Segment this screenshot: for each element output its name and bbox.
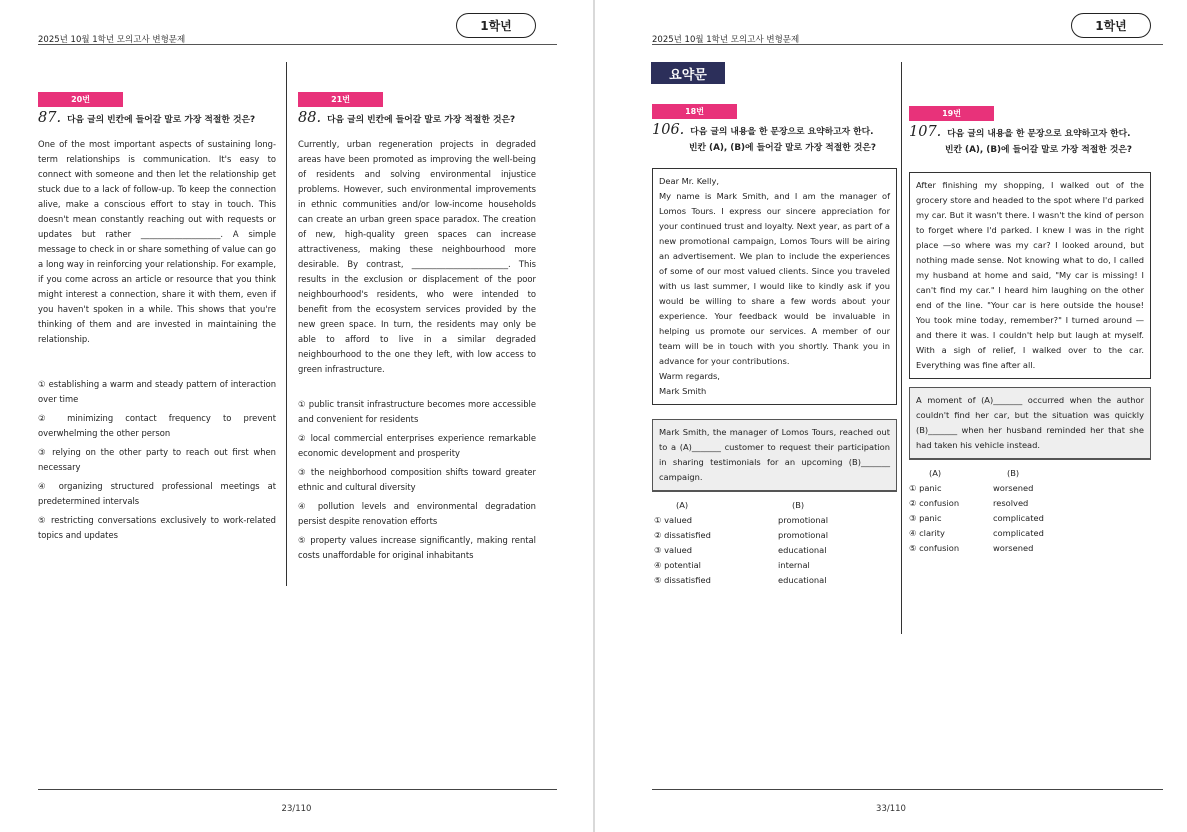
footer-rule xyxy=(38,789,557,790)
option-a[interactable]: ③ valued xyxy=(654,545,693,555)
answer-choice[interactable]: ④ pollution levels and environmental degradation persist despite renovation efforts xyxy=(298,501,536,526)
column-b-header: (B) xyxy=(1007,468,1020,478)
question-prompt: 다음 글의 내용을 한 문장으로 요약하고자 한다. xyxy=(690,127,874,137)
question-prompt-line2: 빈칸 (A), (B)에 들어갈 말로 가장 적절한 것은? xyxy=(689,143,876,153)
option-b[interactable]: educational xyxy=(778,545,827,555)
question-20 xyxy=(38,92,276,547)
left-page xyxy=(0,0,593,832)
section-label: 요약문 xyxy=(651,62,725,84)
question-prompt: 다음 글의 내용을 한 문장으로 요약하고자 한다. xyxy=(947,129,1131,139)
answer-choices xyxy=(38,377,276,543)
column-divider xyxy=(901,62,902,634)
question-18 xyxy=(652,104,897,588)
page-header: 2025년 10월 1학년 모의고사 변형문제 xyxy=(652,35,800,45)
question-badge: 19번 xyxy=(909,106,994,121)
column-a-header: (A) xyxy=(676,500,689,510)
question-number: 87. xyxy=(38,110,62,126)
column-divider xyxy=(286,62,287,586)
summary-box: Mark Smith, the manager of Lomos Tours, reached out to a (A)_______ customer to request their participation in sharing testimonials for an upcoming (B)_______ campaign. xyxy=(652,419,897,492)
question-heading xyxy=(38,110,276,128)
header-rule xyxy=(38,44,557,45)
option-a[interactable]: ⑤ confusion xyxy=(909,543,960,553)
question-prompt-line2: 빈칸 (A), (B)에 들어갈 말로 가장 적절한 것은? xyxy=(945,145,1132,155)
column-b-header: (B) xyxy=(792,500,805,510)
question-passage: Currently, urban regeneration projects in degraded areas have been promoted as improving the well-being of residents and solving environmental injustice problems. However, such environmental improvements in ethnic communities and/or low-income households can create an urban green space paradox. The creation of new, high-quality green spaces can increase attractiveness, making these neighbourhood more desirable. By contrast, _______________________. This results in the exclusion or displacement of the poor neighbourhood's residents, who were intended to benefit from the ecosystem services provided by the new green space. In turn, the residents may only be able to afford to live in a similar degraded neighbourhood to the one they left, with low access to green infrastructure. xyxy=(298,139,536,374)
question-number: 107. xyxy=(909,124,942,140)
page-header: 2025년 10월 1학년 모의고사 변형문제 xyxy=(38,35,186,45)
grade-badge: 1학년 xyxy=(1071,13,1151,38)
option-b[interactable]: complicated xyxy=(993,513,1044,523)
option-b[interactable]: educational xyxy=(778,575,827,585)
question-prompt: 다음 글의 빈칸에 들어갈 말로 가장 적절한 것은? xyxy=(67,115,256,125)
answer-choice[interactable]: ② minimizing contact frequency to prevent overwhelming the other person xyxy=(38,413,276,438)
question-heading xyxy=(298,110,536,128)
option-a[interactable]: ② dissatisfied xyxy=(654,530,711,540)
footer-rule xyxy=(652,789,1163,790)
answer-choice[interactable]: ① public transit infrastructure becomes more accessible and convenient for residents xyxy=(298,399,536,424)
option-a[interactable]: ② confusion xyxy=(909,498,960,508)
letter-greeting: Dear Mr. Kelly, xyxy=(659,176,719,186)
question-badge: 20번 xyxy=(38,92,123,107)
story-passage: After finishing my shopping, I walked out of the grocery store and headed to the spot where I'd parked my car. But it wasn't there. I wasn't the kind of person to forget where I'd parked. I knew I was in the right place —so where was my car? I looked around, but nothing made sense. Not knowing what to do, I called my husband at home and said, "My car is missing! I can't find my car." I heard him laughing on the other end of the line. "Your car is here outside the house! You took mine today, remember?" I turned around —and there it was. I couldn't help but laugh at myself. With a sigh of relief, I walked over to the car. Everything was fine after all. xyxy=(909,172,1151,379)
answer-choice[interactable]: ① establishing a warm and steady pattern of interaction over time xyxy=(38,379,276,404)
answer-choice[interactable]: ⑤ property values increase significantly, making rental costs unaffordable for original inhabitants xyxy=(298,535,536,560)
answer-options xyxy=(909,466,1151,556)
answer-choice[interactable]: ③ relying on the other party to reach out first when necessary xyxy=(38,447,276,472)
option-b[interactable]: promotional xyxy=(778,515,829,525)
summary-box: A moment of (A)_______ occurred when the author couldn't find her car, but the situation was quickly (B)_______ when her husband reminded her that she had taken his vehicle instead. xyxy=(909,387,1151,460)
page-number: 33/110 xyxy=(876,804,906,814)
answer-options xyxy=(652,498,897,588)
question-passage: One of the most important aspects of sustaining long-term relationships is communication. It's easy to connect with someone and then let the relationship get stuck due to a lack of follow-up. To keep the connection alive, make a conscious effort to stay in touch. This doesn't mean constantly reaching out with requests or updates but rather ___________________. A simple message to check in or share something of value can go a long way in reinforcing your relationship. For example, if you come across an article or resource that you think might interest a connection, share it with them, even if you haven't spoken in a while. This shows that you're thinking of them and are invested in maintaining the relationship. xyxy=(38,139,276,344)
question-number: 88. xyxy=(298,110,322,126)
question-badge: 18번 xyxy=(652,104,737,119)
answer-choice[interactable]: ③ the neighborhood composition shifts toward greater ethnic and cultural diversity xyxy=(298,467,536,492)
answer-choice[interactable]: ② local commercial enterprises experience remarkable economic development and prosperity xyxy=(298,433,536,458)
letter-body: My name is Mark Smith, and I am the manager of Lomos Tours. I express our sincere appreciation for your continued trust and loyalty. Next year, as part of a new promotional campaign, Lomos Tours will be airing an advertisement. We plan to include the experiences of some of our most valued clients. Since you traveled with us last summer, I would like to kindly ask if you would be willing to share a few words about your experience. Your feedback would be invaluable in helping us promote our services. A member of our team will be in touch with you shortly. Thank you in advance for your contributions. xyxy=(659,191,890,366)
answer-choice[interactable]: ⑤ restricting conversations exclusively to work-related topics and updates xyxy=(38,515,276,540)
question-heading xyxy=(652,122,897,140)
option-a[interactable]: ④ potential xyxy=(654,560,701,570)
grade-badge: 1학년 xyxy=(456,13,536,38)
option-b[interactable]: resolved xyxy=(993,498,1029,508)
question-number: 106. xyxy=(652,122,685,138)
question-badge: 21번 xyxy=(298,92,383,107)
option-a[interactable]: ③ panic xyxy=(909,513,942,523)
letter-signature: Mark Smith xyxy=(659,386,707,396)
option-b[interactable]: complicated xyxy=(993,528,1044,538)
question-prompt: 다음 글의 빈칸에 들어갈 말로 가장 적절한 것은? xyxy=(327,115,516,125)
header-rule xyxy=(652,44,1163,45)
option-a[interactable]: ④ clarity xyxy=(909,528,945,538)
option-a[interactable]: ⑤ dissatisfied xyxy=(654,575,711,585)
column-a-header: (A) xyxy=(929,468,942,478)
option-a[interactable]: ① panic xyxy=(909,483,942,493)
right-page xyxy=(595,0,1187,832)
option-b[interactable]: worsened xyxy=(993,483,1034,493)
letter-passage xyxy=(652,168,897,405)
option-b[interactable]: promotional xyxy=(778,530,829,540)
option-b[interactable]: worsened xyxy=(993,543,1034,553)
answer-choices xyxy=(298,397,536,563)
letter-closing: Warm regards, xyxy=(659,371,720,381)
question-heading xyxy=(909,124,1151,142)
question-21 xyxy=(298,92,536,567)
answer-choice[interactable]: ④ organizing structured professional meetings at predetermined intervals xyxy=(38,481,276,506)
page-number: 23/110 xyxy=(281,804,312,814)
question-19 xyxy=(909,106,1151,556)
option-a[interactable]: ① valued xyxy=(654,515,693,525)
option-b[interactable]: internal xyxy=(778,560,810,570)
